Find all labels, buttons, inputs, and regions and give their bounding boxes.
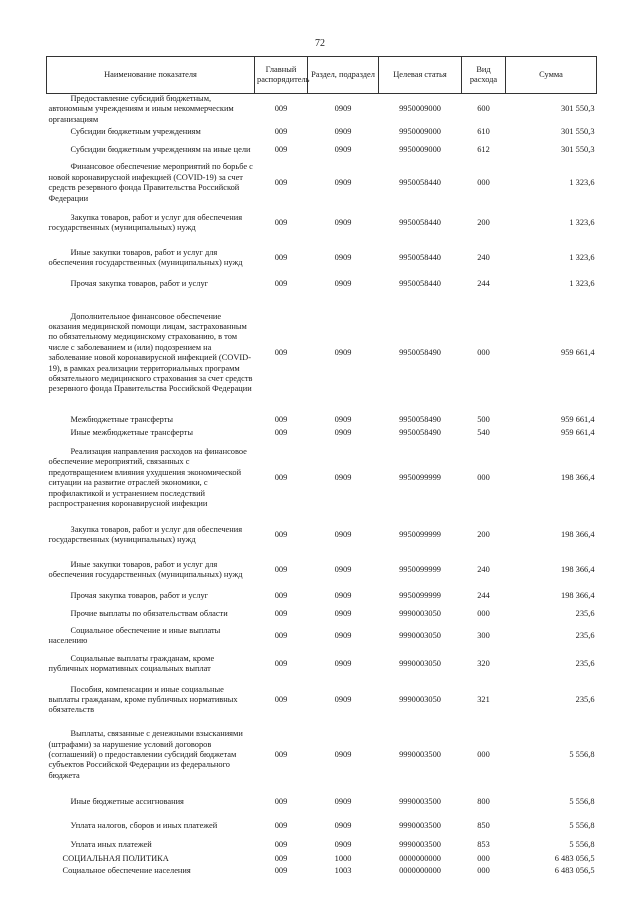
row-sum: 959 661,4 <box>561 427 595 437</box>
row-chief: 009 <box>274 348 288 358</box>
row-sum: 959 661,4 <box>561 348 595 358</box>
row-chief: 009 <box>274 866 288 876</box>
table-row <box>47 649 597 679</box>
row-chief: 009 <box>274 145 288 155</box>
header-target: Целевая статья <box>379 57 462 94</box>
row-target: 9950058490 <box>399 414 441 424</box>
row-chief: 009 <box>274 427 288 437</box>
row-section: 0909 <box>334 840 352 850</box>
row-chief: 009 <box>274 591 288 601</box>
row-target: 9950009000 <box>399 104 441 114</box>
row-kind: 000 <box>477 473 490 483</box>
row-chief: 009 <box>274 565 288 575</box>
row-sum: 198 366,4 <box>561 530 595 540</box>
table-row <box>47 587 597 605</box>
row-section: 0909 <box>334 253 352 263</box>
row-name: Субсидии бюджетным учреждениям на иные цели <box>70 145 251 155</box>
row-kind: 500 <box>477 414 490 424</box>
row-name: Дополнительное финансовое обеспечение оказания медицинской помощи лицам, застрахованным по обязательному медицинскому страхованию, в том числе с заболеванием и (или) подозрением на заболевание новой коронавирусной инфекцией (COVID-19), в рамках реализации территориальных программ обязательного медицинского страхования за счет средств резервного фонда Правительства Российской Федерации <box>48 311 253 394</box>
table-row <box>47 413 597 426</box>
row-target: 9950099999 <box>399 565 441 575</box>
row-kind: 200 <box>477 530 490 540</box>
row-sum: 235,6 <box>575 659 595 669</box>
table-row <box>47 815 597 837</box>
row-name: Иные бюджетные ассигнования <box>70 797 184 807</box>
row-name: Межбюджетные трансферты <box>70 414 174 424</box>
row-name: Пособия, компенсации и иные социальные выплаты гражданам, кроме публичных нормативных обязательств <box>48 684 238 715</box>
row-name: Социальное обеспечение населения <box>62 866 191 876</box>
row-name: Финансовое обеспечение мероприятий по борьбе с новой коронавирусной инфекцией (COVID-19) за счет средств резервного фонда Правительства Российской Федерации <box>48 162 253 203</box>
row-chief: 009 <box>274 253 288 263</box>
row-sum: 198 366,4 <box>561 473 595 483</box>
row-section: 0909 <box>334 631 352 641</box>
table-row <box>47 853 597 865</box>
row-kind: 000 <box>477 609 490 619</box>
row-name: Уплата налогов, сборов и иных платежей <box>70 821 218 831</box>
row-target: 9990003500 <box>399 797 441 807</box>
row-section: 0909 <box>334 127 352 137</box>
row-sum: 198 366,4 <box>561 565 595 575</box>
row-name: Закупка товаров, работ и услуг для обеспечения государственных (муниципальных) нужд <box>48 524 243 545</box>
row-target: 9950058440 <box>399 178 441 188</box>
table-row <box>47 161 597 205</box>
row-sum: 6 483 056,5 <box>554 854 595 864</box>
header-sum: Сумма <box>506 57 597 94</box>
row-chief: 009 <box>274 840 288 850</box>
row-sum: 301 550,3 <box>561 104 595 114</box>
row-target: 9990003050 <box>399 609 441 619</box>
table-row <box>47 125 597 139</box>
row-name: Предоставление субсидий бюджетным, автономным учреждениям и иным некоммерческим организациям <box>48 94 234 124</box>
row-sum: 5 556,8 <box>569 750 595 760</box>
row-sum: 1 323,6 <box>569 178 595 188</box>
row-section: 1000 <box>334 854 352 864</box>
row-chief: 009 <box>274 530 288 540</box>
header-kind: Вид расхода <box>462 57 506 94</box>
row-target: 9990003050 <box>399 695 441 705</box>
row-name: Социальное обеспечение и иные выплаты населению <box>48 625 221 646</box>
table-row <box>47 205 597 241</box>
row-name: Иные межбюджетные трансферты <box>70 427 193 437</box>
table-row <box>47 94 597 126</box>
row-target: 9950058440 <box>399 218 441 228</box>
row-sum: 6 483 056,5 <box>554 866 595 876</box>
row-kind: 000 <box>477 750 490 760</box>
row-section: 0909 <box>334 279 352 289</box>
row-section: 0909 <box>334 591 352 601</box>
row-kind: 000 <box>477 866 490 876</box>
row-sum: 235,6 <box>575 631 595 641</box>
table-row <box>47 789 597 815</box>
row-target: 9950058490 <box>399 427 441 437</box>
row-target: 9950058490 <box>399 348 441 358</box>
row-section: 0909 <box>334 104 352 114</box>
header-chief: Главный распорядитель <box>255 57 308 94</box>
row-section: 0909 <box>334 821 352 831</box>
row-kind: 244 <box>477 279 490 289</box>
row-sum: 301 550,3 <box>561 145 595 155</box>
table-header-row <box>47 57 597 94</box>
row-kind: 200 <box>477 218 490 228</box>
row-target: 9990003500 <box>399 750 441 760</box>
row-target: 0000000000 <box>399 854 441 864</box>
row-sum: 1 323,6 <box>569 279 595 289</box>
table-row <box>47 439 597 517</box>
row-kind: 240 <box>477 253 490 263</box>
row-target: 9950058440 <box>399 253 441 263</box>
budget-table <box>46 56 597 877</box>
row-kind: 000 <box>477 348 490 358</box>
row-chief: 009 <box>274 750 288 760</box>
row-section: 0909 <box>334 609 352 619</box>
row-section: 0909 <box>334 473 352 483</box>
row-chief: 009 <box>274 104 288 114</box>
row-name: Иные закупки товаров, работ и услуг для обеспечения государственных (муниципальных) нужд <box>48 247 243 268</box>
row-section: 0909 <box>334 427 352 437</box>
row-target: 9950058440 <box>399 279 441 289</box>
row-chief: 009 <box>274 127 288 137</box>
row-chief: 009 <box>274 178 288 188</box>
row-chief: 009 <box>274 279 288 289</box>
row-chief: 009 <box>274 473 288 483</box>
row-kind: 610 <box>477 127 490 137</box>
table-row <box>47 721 597 789</box>
row-section: 0909 <box>334 414 352 424</box>
row-section: 0909 <box>334 348 352 358</box>
table-row <box>47 275 597 293</box>
row-kind: 240 <box>477 565 490 575</box>
row-kind: 320 <box>477 659 490 669</box>
table-row <box>47 865 597 877</box>
row-sum: 5 556,8 <box>569 840 595 850</box>
row-section: 0909 <box>334 695 352 705</box>
row-kind: 244 <box>477 591 490 601</box>
row-name: Прочая закупка товаров, работ и услуг <box>70 591 209 601</box>
row-kind: 600 <box>477 104 490 114</box>
row-name: Иные закупки товаров, работ и услуг для обеспечения государственных (муниципальных) нужд <box>48 559 243 580</box>
row-section: 0909 <box>334 218 352 228</box>
table-row <box>47 837 597 853</box>
row-kind: 612 <box>477 145 490 155</box>
table-row <box>47 553 597 587</box>
header-name: Наименование показателя <box>47 57 255 94</box>
row-sum: 1 323,6 <box>569 218 595 228</box>
row-sum: 301 550,3 <box>561 127 595 137</box>
row-target: 9990003050 <box>399 631 441 641</box>
row-name: Реализация направления расходов на финансовое обеспечение мероприятий, связанных с предотвращением влияния ухудшения экономической ситуации на развитие отраслей экономики, с профилактикой и устранением последствий распространения коронавирусной инфекции <box>48 447 247 509</box>
row-target: 9950009000 <box>399 145 441 155</box>
row-target: 9990003500 <box>399 840 441 850</box>
row-section: 0909 <box>334 530 352 540</box>
row-target: 9950099999 <box>399 591 441 601</box>
row-target: 9950099999 <box>399 473 441 483</box>
row-chief: 009 <box>274 821 288 831</box>
row-chief: 009 <box>274 414 288 424</box>
row-section: 0909 <box>334 178 352 188</box>
row-target: 9990003500 <box>399 821 441 831</box>
row-kind: 000 <box>477 178 490 188</box>
row-target: 9950099999 <box>399 530 441 540</box>
row-section: 0909 <box>334 145 352 155</box>
row-kind: 800 <box>477 797 490 807</box>
row-kind: 321 <box>477 695 490 705</box>
row-kind: 850 <box>477 821 490 831</box>
row-name: Выплаты, связанные с денежными взысканиями (штрафами) за нарушение условий договоров (соглашений) о предоставлении субсидий бюджетам субъектов Российской Федерации из федерального бюджета <box>48 729 243 780</box>
header-section: Раздел, подраздел <box>308 57 379 94</box>
row-section: 0909 <box>334 659 352 669</box>
row-sum: 235,6 <box>575 695 595 705</box>
row-chief: 009 <box>274 695 288 705</box>
table-row <box>47 241 597 275</box>
row-chief: 009 <box>274 854 288 864</box>
row-section: 0909 <box>334 797 352 807</box>
row-chief: 009 <box>274 609 288 619</box>
row-kind: 540 <box>477 427 490 437</box>
table-row <box>47 426 597 439</box>
table-row <box>47 139 597 161</box>
row-name: Закупка товаров, работ и услуг для обеспечения государственных (муниципальных) нужд <box>48 212 243 233</box>
row-chief: 009 <box>274 797 288 807</box>
table-row <box>47 623 597 649</box>
row-target: 9950009000 <box>399 127 441 137</box>
row-name: Прочая закупка товаров, работ и услуг <box>70 279 209 289</box>
row-sum: 5 556,8 <box>569 821 595 831</box>
row-name: Социальные выплаты гражданам, кроме публичных нормативных социальных выплат <box>48 653 215 674</box>
table-row <box>47 517 597 553</box>
row-target: 0000000000 <box>399 866 441 876</box>
row-section: 0909 <box>334 565 352 575</box>
row-name: Уплата иных платежей <box>70 840 152 850</box>
row-name: Субсидии бюджетным учреждениям <box>70 127 201 137</box>
row-target: 9990003050 <box>399 659 441 669</box>
row-section: 0909 <box>334 750 352 760</box>
row-name: Прочие выплаты по обязательствам области <box>70 609 228 619</box>
row-kind: 000 <box>477 854 490 864</box>
row-name: СОЦИАЛЬНАЯ ПОЛИТИКА <box>62 854 169 864</box>
row-sum: 959 661,4 <box>561 414 595 424</box>
row-sum: 1 323,6 <box>569 253 595 263</box>
row-chief: 009 <box>274 218 288 228</box>
row-chief: 009 <box>274 659 288 669</box>
row-sum: 235,6 <box>575 609 595 619</box>
row-section: 1003 <box>334 866 352 876</box>
table-row <box>47 679 597 721</box>
table-row <box>47 293 597 413</box>
page-number: 72 <box>315 38 325 49</box>
row-chief: 009 <box>274 631 288 641</box>
row-kind: 853 <box>477 840 490 850</box>
row-kind: 300 <box>477 631 490 641</box>
table-row <box>47 605 597 623</box>
row-sum: 198 366,4 <box>561 591 595 601</box>
row-sum: 5 556,8 <box>569 797 595 807</box>
